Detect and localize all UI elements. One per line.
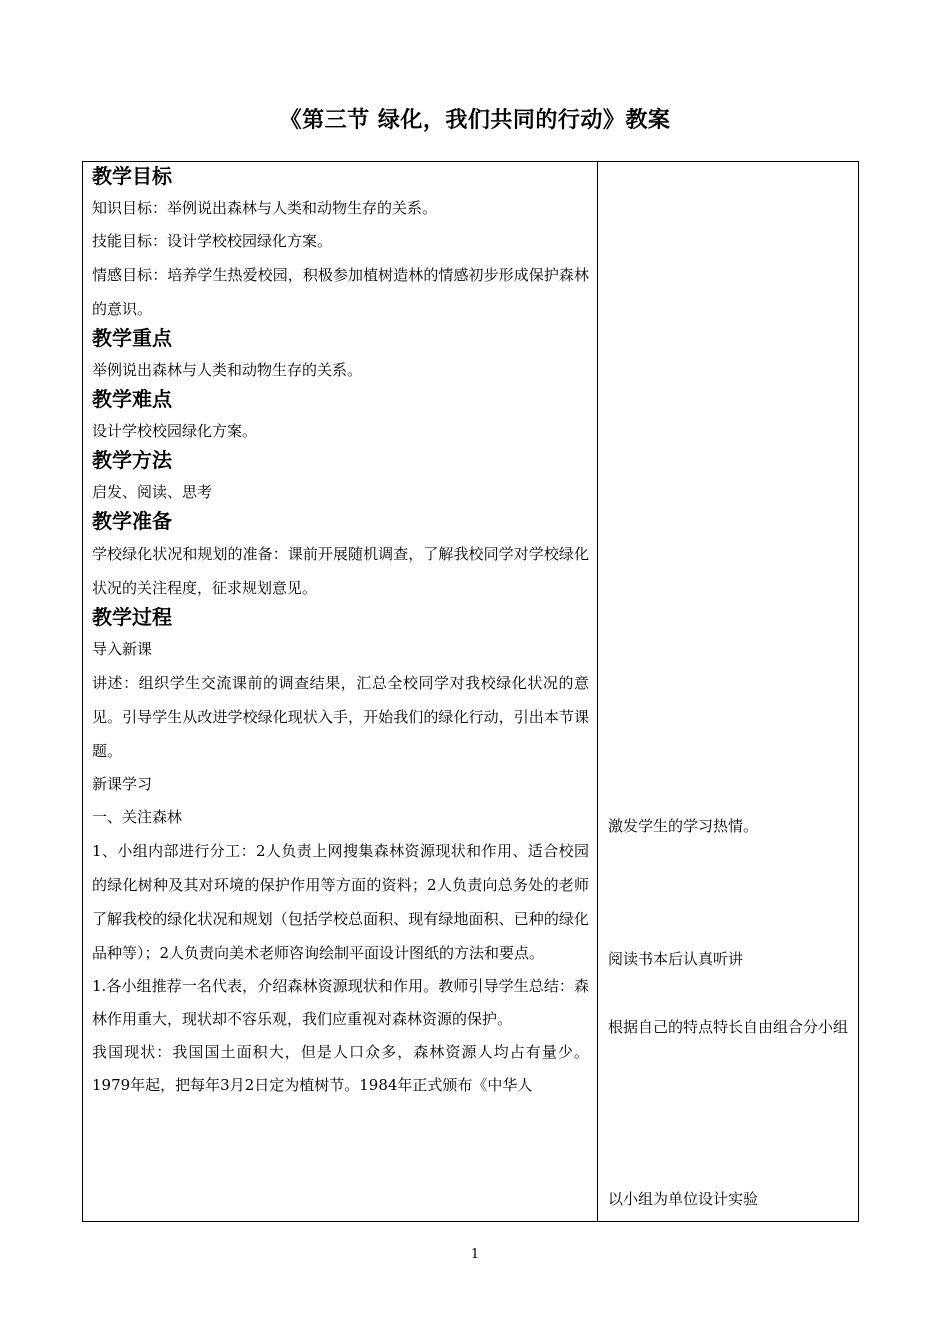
objectives-heading: 教学目标 bbox=[92, 164, 172, 188]
intro-text: 讲述：组织学生交流课前的调查结果，汇总全校同学对我校绿化状况的意见。引导学生从改进学校绿化现状入手，开始我们的绿化行动，引出本节课题。 bbox=[92, 674, 589, 760]
china-status-text: 我国现状：我国国土面积大，但是人口众多，森林资源人均占有量少。1979年起，把每年3月2日定为植树节。1984年正式颁布《中华人 bbox=[92, 1043, 589, 1094]
part1-label: 一、关注森林 bbox=[92, 808, 183, 826]
key-points-text: 举例说出森林与人类和动物生存的关系。 bbox=[92, 361, 363, 379]
methods-heading: 教学方法 bbox=[92, 448, 172, 472]
step1-text: 1、小组内部进行分工：2人负责上网搜集森林资源现状和作用、适合校园的绿化树种及其对环境的保护作用等方面的资料；2人负责向总务处的老师了解我校的绿化状况和规划（包括学校总面积、现有绿地面积、已种的绿化品种等）；2人负责向美术老师咨询绘制平面设计图纸的方法和要点。 bbox=[92, 842, 589, 962]
key-points-heading: 教学重点 bbox=[92, 326, 172, 350]
note-grouping: 根据自己的特点特长自由组合分小组 bbox=[608, 1018, 849, 1036]
note-motivation: 激发学生的学习热情。 bbox=[608, 817, 759, 835]
process-heading: 教学过程 bbox=[92, 605, 172, 629]
step2-text: 1.各小组推荐一名代表，介绍森林资源现状和作用。教师引导学生总结：森林作用重大，现状却不容乐观，我们应重视对森林资源的保护。 bbox=[92, 977, 589, 1028]
knowledge-objective: 知识目标：举例说出森林与人类和动物生存的关系。 bbox=[92, 199, 438, 217]
note-experiment: 以小组为单位设计实验 bbox=[608, 1190, 759, 1208]
new-lesson-label: 新课学习 bbox=[92, 775, 153, 793]
note-reading: 阅读书本后认真听讲 bbox=[608, 950, 744, 968]
preparation-text: 学校绿化状况和规划的准备：课前开展随机调查，了解我校同学对学校绿化状况的关注程度，征求规划意见。 bbox=[92, 545, 589, 597]
skill-objective: 技能目标：设计学校校园绿化方案。 bbox=[92, 232, 333, 250]
document-title: 《第三节 绿化，我们共同的行动》教案 bbox=[279, 108, 671, 133]
content-column bbox=[83, 162, 598, 1221]
emotion-objective: 情感目标：培养学生热爱校园，积极参加植树造林的情感初步形成保护森林的意识。 bbox=[92, 266, 589, 318]
intro-label: 导入新课 bbox=[92, 640, 153, 658]
difficulties-heading: 教学难点 bbox=[92, 387, 172, 411]
preparation-heading: 教学准备 bbox=[92, 509, 172, 533]
page-number: 1 bbox=[470, 1247, 480, 1262]
methods-text: 启发、阅读、思考 bbox=[92, 483, 213, 501]
notes-column bbox=[598, 162, 858, 1221]
lesson-plan-table bbox=[82, 161, 859, 1222]
difficulties-text: 设计学校校园绿化方案。 bbox=[92, 422, 258, 440]
